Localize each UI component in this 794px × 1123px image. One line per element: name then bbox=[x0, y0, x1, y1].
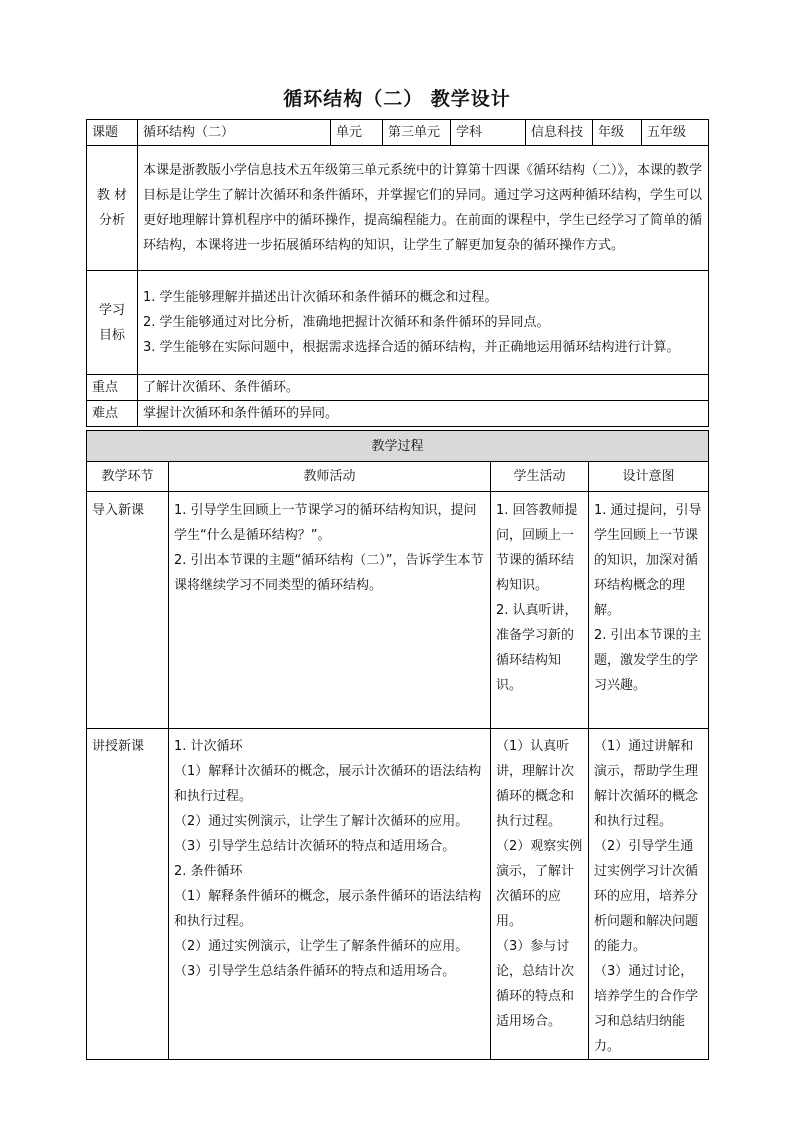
goal-item: 1. 学生能够理解并描述出计次循环和条件循环的概念和过程。 bbox=[143, 290, 498, 305]
student-activity-item: （1）认真听讲，理解计次循环的概念和执行过程。 bbox=[496, 739, 575, 829]
design-intent-item: 1. 通过提问，引导学生回顾上一节课的知识，加深对循环结构概念的理解。 bbox=[594, 503, 702, 618]
student-activity-cell bbox=[491, 729, 589, 1060]
grade-value: 五年级 bbox=[642, 120, 709, 146]
goal-item: 3. 学生能够在实际问题中，根据需求选择合适的循环结构，并正确地运用循环结构进行计算。 bbox=[143, 340, 680, 355]
goals-label: 学习 目标 bbox=[87, 271, 138, 375]
subject-label: 学科 bbox=[451, 120, 526, 146]
subject-value: 信息科技 bbox=[526, 120, 593, 146]
goal-item: 2. 学生能够通过对比分析，准确地把握计次循环和条件循环的异同点。 bbox=[143, 315, 550, 330]
grade-label: 年级 bbox=[593, 120, 642, 146]
process-row-lecture bbox=[87, 729, 709, 1060]
student-activity-cell bbox=[491, 492, 589, 729]
teacher-activity-item: 1. 计次循环 bbox=[174, 739, 243, 754]
teacher-activity-item: （2）通过实例演示，让学生了解计次循环的应用。 bbox=[174, 814, 469, 829]
student-activity-item: （2）观察实例演示，了解计次循环的应用。 bbox=[496, 839, 583, 929]
difficulty-label: 难点 bbox=[87, 401, 138, 427]
process-header-row bbox=[87, 431, 709, 462]
column-header-student: 学生活动 bbox=[491, 462, 589, 492]
stage-cell: 讲授新课 bbox=[87, 729, 169, 1060]
analysis-text: 本课是浙教版小学信息技术五年级第三单元系统中的计算第十四课《循环结构（二）》，本课的教学目标是让学生了解计次循环和条件循环，并掌握它们的异同。通过学习这两种循环结构，学生可以更好地理解计算机程序中的循环操作，提高编程能力。在前面的课程中，学生已经学习了简单的循环结构，本课将进一步拓展循环结构的知识，让学生了解更加复杂的循环操作方式。 bbox=[138, 146, 709, 271]
analysis-label: 教 材 分析 bbox=[87, 146, 138, 271]
difficulty-row bbox=[87, 401, 709, 427]
key-point-row bbox=[87, 375, 709, 401]
design-intent-cell bbox=[589, 492, 709, 729]
design-intent-cell bbox=[589, 729, 709, 1060]
design-intent-item: （3）通过讨论，培养学生的合作学习和总结归纳能力。 bbox=[594, 964, 699, 1054]
student-activity-item: （3）参与讨论，总结计次循环的特点和适用场合。 bbox=[496, 939, 575, 1029]
teacher-activity-item: （2）通过实例演示，让学生了解条件循环的应用。 bbox=[174, 939, 469, 954]
column-header-teacher: 教师活动 bbox=[169, 462, 491, 492]
design-intent-item: （2）引导学生通过实例学习计次循环的应用，培养分析问题和解决问题的能力。 bbox=[594, 839, 699, 954]
difficulty-text: 掌握计次循环和条件循环的异同。 bbox=[138, 401, 709, 427]
topic-value: 循环结构（二） bbox=[138, 120, 331, 146]
topic-label: 课题 bbox=[87, 120, 138, 146]
key-point-text: 了解计次循环、条件循环。 bbox=[138, 375, 709, 401]
analysis-row bbox=[87, 146, 709, 271]
document-title: 循环结构（二） 教学设计 bbox=[283, 88, 511, 110]
column-header-row bbox=[87, 462, 709, 492]
column-header-stage: 教学环节 bbox=[87, 462, 169, 492]
student-activity-item: 1. 回答教师提问，回顾上一节课的循环结构知识。 bbox=[496, 503, 578, 593]
unit-label: 单元 bbox=[331, 120, 383, 146]
teacher-activity-item: 2. 引出本节课的主题“循环结构（二）”，告诉学生本节课将继续学习不同类型的循环结构。 bbox=[174, 553, 484, 593]
teacher-activity-item: （1）解释计次循环的概念，展示计次循环的语法结构和执行过程。 bbox=[174, 764, 482, 804]
unit-value: 第三单元 bbox=[383, 120, 451, 146]
teacher-activity-item: 2. 条件循环 bbox=[174, 864, 243, 879]
teacher-activity-item: 1. 引导学生回顾上一节课学习的循环结构知识，提问学生“什么是循环结构？”。 bbox=[174, 503, 477, 543]
teacher-activity-item: （1）解释条件循环的概念，展示条件循环的语法结构和执行过程。 bbox=[174, 889, 482, 929]
column-header-intent: 设计意图 bbox=[589, 462, 709, 492]
process-row-intro bbox=[87, 492, 709, 729]
key-point-label: 重点 bbox=[87, 375, 138, 401]
process-header: 教学过程 bbox=[87, 431, 709, 462]
teacher-activity-cell bbox=[169, 492, 491, 729]
course-info-row bbox=[87, 120, 709, 146]
design-intent-item: （1）通过讲解和演示，帮助学生理解计次循环的概念和执行过程。 bbox=[594, 739, 699, 829]
stage-cell: 导入新课 bbox=[87, 492, 169, 729]
teacher-activity-cell bbox=[169, 729, 491, 1060]
teaching-process-table bbox=[86, 430, 709, 1060]
goals-row bbox=[87, 271, 709, 375]
goals-list bbox=[138, 271, 709, 375]
teacher-activity-item: （3）引导学生总结计次循环的特点和适用场合。 bbox=[174, 839, 456, 854]
course-info-table bbox=[86, 119, 709, 427]
design-intent-item: 2. 引出本节课的主题，激发学生的学习兴趣。 bbox=[594, 628, 702, 693]
student-activity-item: 2. 认真听讲，准备学习新的循环结构知识。 bbox=[496, 603, 578, 693]
teacher-activity-item: （3）引导学生总结条件循环的特点和适用场合。 bbox=[174, 964, 456, 979]
